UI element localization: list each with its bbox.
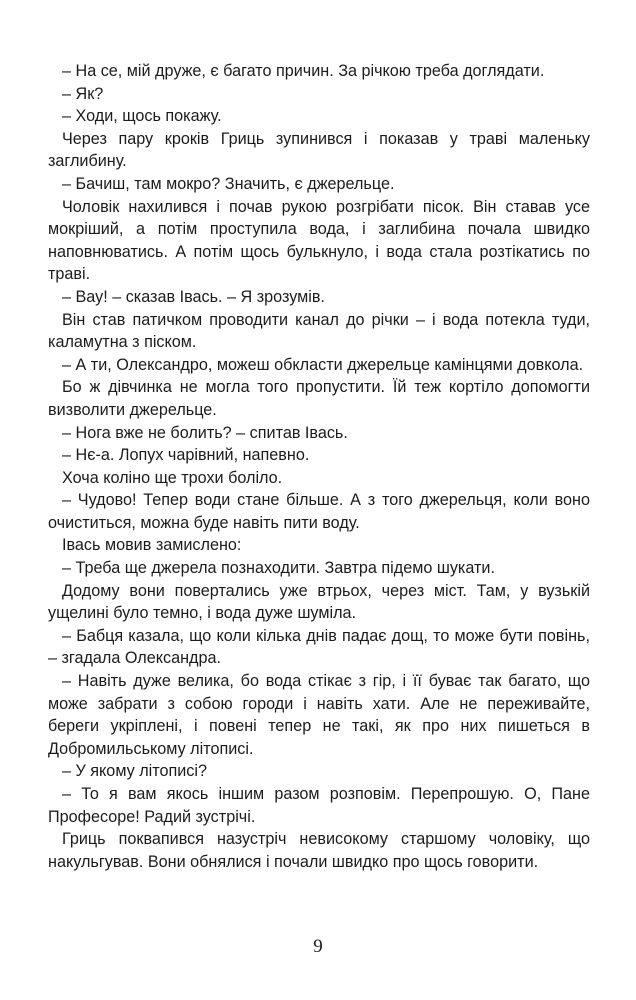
paragraph: Івась мовив замислено:	[62, 536, 242, 555]
paragraph: – Нє-а. Лопух чарівний, напевно.	[62, 446, 310, 465]
paragraph: – Навіть дуже велика, бо вода стікає з гір, і її буває так багато, що може забрати з собою городи і навіть хати. Але не переживайте, береги укріплені, і повені тепер не такі, як про них пишеться в Добромильському літописі.	[48, 672, 590, 758]
paragraph: – А ти, Олександро, можеш обкласти джерельце камінцями довкола.	[62, 355, 584, 374]
paragraph: Гриць поквапився назустріч невисокому старшому чоловіку, що накульгував. Вони обнялися і почали швидко про щось говорити.	[48, 830, 590, 871]
paragraph: – На се, мій друже, є багато причин. За річкою треба доглядати.	[62, 62, 545, 80]
paragraph: Бо ж дівчинка не могла того пропустити. Їй теж кортіло допомогти визволити джерельце.	[48, 378, 590, 419]
paragraph: – Ходи, щось покажу.	[62, 107, 222, 126]
paragraph: – Вау! – сказав Івась. – Я зрозумів.	[62, 287, 325, 306]
paragraph: – У якому літописі?	[62, 762, 207, 781]
paragraph: – Треба ще джерела познаходити. Завтра підемо шукати.	[62, 559, 495, 578]
paragraph: – Чудово! Тепер води стане більше. А з того джерельця, коли воно очиститься, можна буде навіть пити воду.	[48, 491, 590, 532]
paragraph: Він став патичком проводити канал до річки – і вода потекла туди, каламутна з піском.	[48, 310, 590, 352]
paragraph: – Бачиш, там мокро? Значить, є джерельце.	[62, 174, 395, 193]
page-number: 9	[313, 936, 323, 957]
paragraph: Хоча коліно ще трохи боліло.	[62, 468, 283, 487]
paragraph: – Бабця казала, що коли кілька днів падає дощ, то може бути повінь, – згадала Олександра.	[48, 626, 590, 668]
paragraph: – Нога вже не болить? – спитав Івась.	[62, 423, 348, 442]
paragraph: Через пару кроків Гриць зупинився і показав у траві маленьку заглибину.	[48, 129, 590, 171]
paragraph: Додому вони повертались уже втрьох, через міст. Там, у вузькій ущелині було темно, і вода дуже шуміла.	[48, 581, 590, 623]
paragraph: – Як?	[62, 84, 104, 103]
page-body	[48, 60, 590, 873]
paragraph: – То я вам якось іншим разом розповім. Перепрошую. О, Пане Професоре! Радий зустрічі.	[48, 785, 590, 826]
paragraph: Чоловік нахилився і почав рукою розгрібати пісок. Він ставав усе мокріший, а потім проступила вода, і заглибина почала швидко наповнюватись. А потім щось булькнуло, і вода стала розтікатись по траві.	[48, 197, 590, 284]
